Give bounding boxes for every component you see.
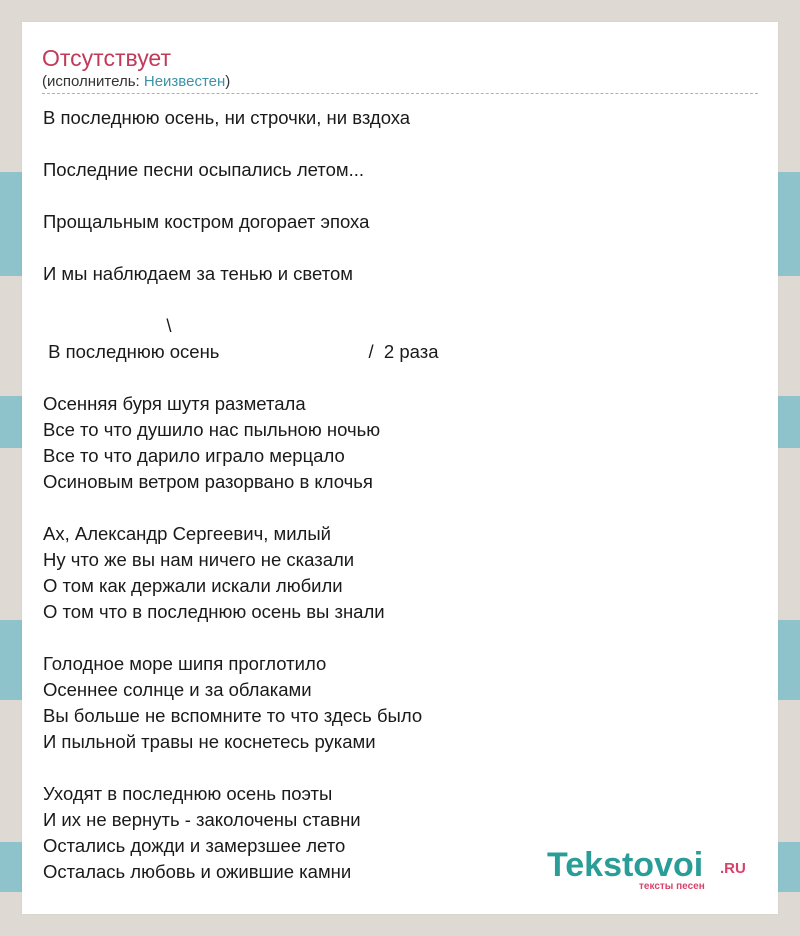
lyric-line: Осиновым ветром разорвано в клочья	[43, 471, 373, 492]
artist-prefix: (исполнитель:	[42, 73, 144, 90]
lyrics-card	[22, 22, 778, 914]
lyric-line: Осталась любовь и ожившие камни	[43, 861, 352, 882]
lyric-line: Ну что же вы нам ничего не сказали	[43, 549, 355, 570]
lyric-line: Голодное море шипя проглотило	[43, 653, 327, 674]
lyric-line: \	[43, 315, 172, 336]
lyric-line: Вы больше не вспомните то что здесь было	[43, 705, 423, 726]
lyric-line	[43, 365, 759, 391]
lyric-line	[43, 131, 759, 157]
lyric-line: И пыльной травы не коснетесь руками	[43, 731, 376, 752]
lyric-line: Уходят в последнюю осень поэты	[43, 783, 333, 804]
logo-name: Tekstovoi	[547, 846, 704, 884]
logo-tld: .RU	[720, 860, 746, 877]
lyric-line: О том что в последнюю осень вы знали	[43, 601, 385, 622]
site-logo[interactable]	[547, 847, 752, 893]
lyric-line: Осеннее солнце и за облаками	[43, 679, 312, 700]
title-divider	[42, 93, 758, 94]
artist-link[interactable]: Неизвестен	[143, 73, 226, 90]
lyric-line: В последнюю осень, ни строчки, ни вздоха	[43, 107, 411, 128]
lyric-line: Последние песни осыпались летом...	[43, 159, 364, 180]
lyric-line	[43, 625, 759, 651]
lyric-line	[43, 235, 759, 261]
lyric-line	[43, 183, 759, 209]
lyric-line: Все то что душило нас пыльною ночью	[43, 419, 381, 440]
lyric-line: Осенняя буря шутя разметала	[43, 393, 306, 414]
song-title: Отсутствует	[42, 45, 171, 71]
artist-suffix: )	[225, 73, 231, 90]
lyric-line: Остались дожди и замерзшее лето	[43, 835, 346, 856]
lyrics-text	[43, 105, 759, 885]
lyric-line: Прощальным костром догорает эпоха	[43, 211, 370, 232]
logo-tagline: тексты песен	[639, 881, 705, 892]
lyric-line: И мы наблюдаем за тенью и светом	[43, 263, 353, 284]
lyric-line: Ах, Александр Сергеевич, милый	[43, 523, 331, 544]
lyric-line: Все то что дарило играло мерцало	[43, 445, 345, 466]
lyric-line: О том как держали искали любили	[43, 575, 343, 596]
lyric-line: И их не вернуть - заколочены ставни	[43, 809, 361, 830]
lyric-line	[43, 495, 759, 521]
lyric-line	[43, 287, 759, 313]
lyric-line: В последнюю осень / 2 раза	[43, 341, 439, 362]
lyric-line	[43, 755, 759, 781]
artist-line	[42, 73, 230, 91]
